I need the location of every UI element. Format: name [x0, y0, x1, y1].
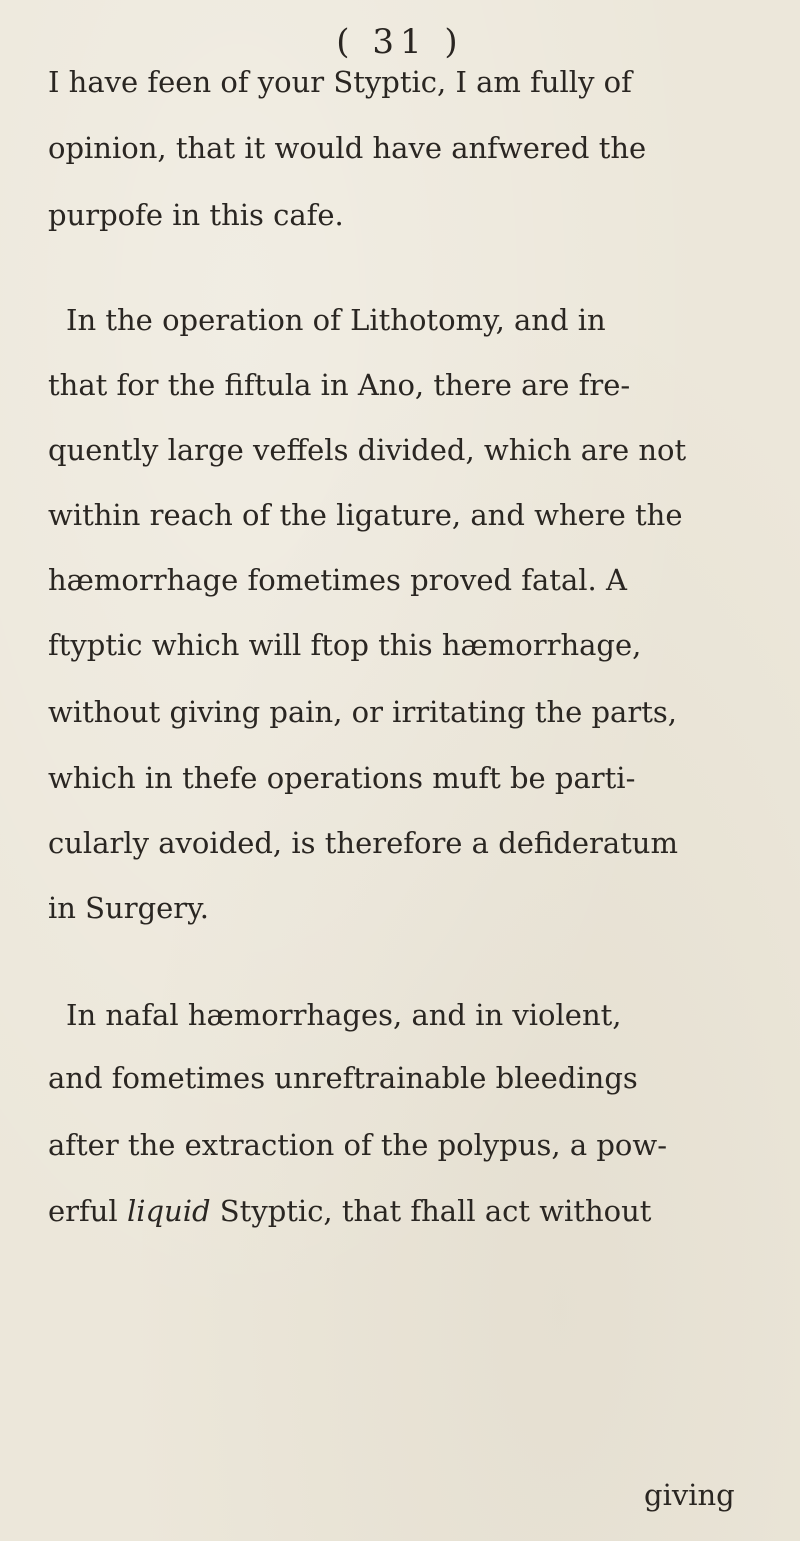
text-line: ftyptic which will ftop this hæmorrhage, [48, 628, 642, 662]
text-line: in Surgery. [48, 891, 209, 925]
text-line: cularly avoided, is therefore a defideratum [48, 826, 678, 860]
text-line: purpofe in this cafe. [48, 198, 344, 232]
text-line: which in thefe operations muft be parti- [48, 761, 636, 795]
text-line: after the extraction of the polypus, a pow- [48, 1128, 667, 1162]
text-line: within reach of the ligature, and where the [48, 498, 683, 532]
italic-word: liquid [126, 1194, 211, 1228]
page-number: ( 31 ) [336, 22, 464, 62]
text-line [48, 1191, 651, 1231]
text-line: opinion, that it would have anfwered the [48, 131, 647, 165]
catchword: giving [644, 1478, 735, 1512]
text-line: and fometimes unreftrainable bleedings [48, 1061, 638, 1095]
text-segment: erful [48, 1194, 118, 1228]
text-line: I have feen of your Styptic, I am fully of [48, 65, 632, 99]
text-line: In nafal hæmorrhages, and in violent, [66, 998, 622, 1032]
text-line: that for the fiftula in Ano, there are fre- [48, 368, 631, 402]
text-line: quently large veffels divided, which are not [48, 433, 687, 467]
text-segment: Styptic, that fhall act without [219, 1194, 652, 1228]
text-line: hæmorrhage fometimes proved fatal. A [48, 563, 627, 597]
text-line: without giving pain, or irritating the parts, [48, 695, 677, 729]
text-line: In the operation of Lithotomy, and in [66, 303, 606, 337]
